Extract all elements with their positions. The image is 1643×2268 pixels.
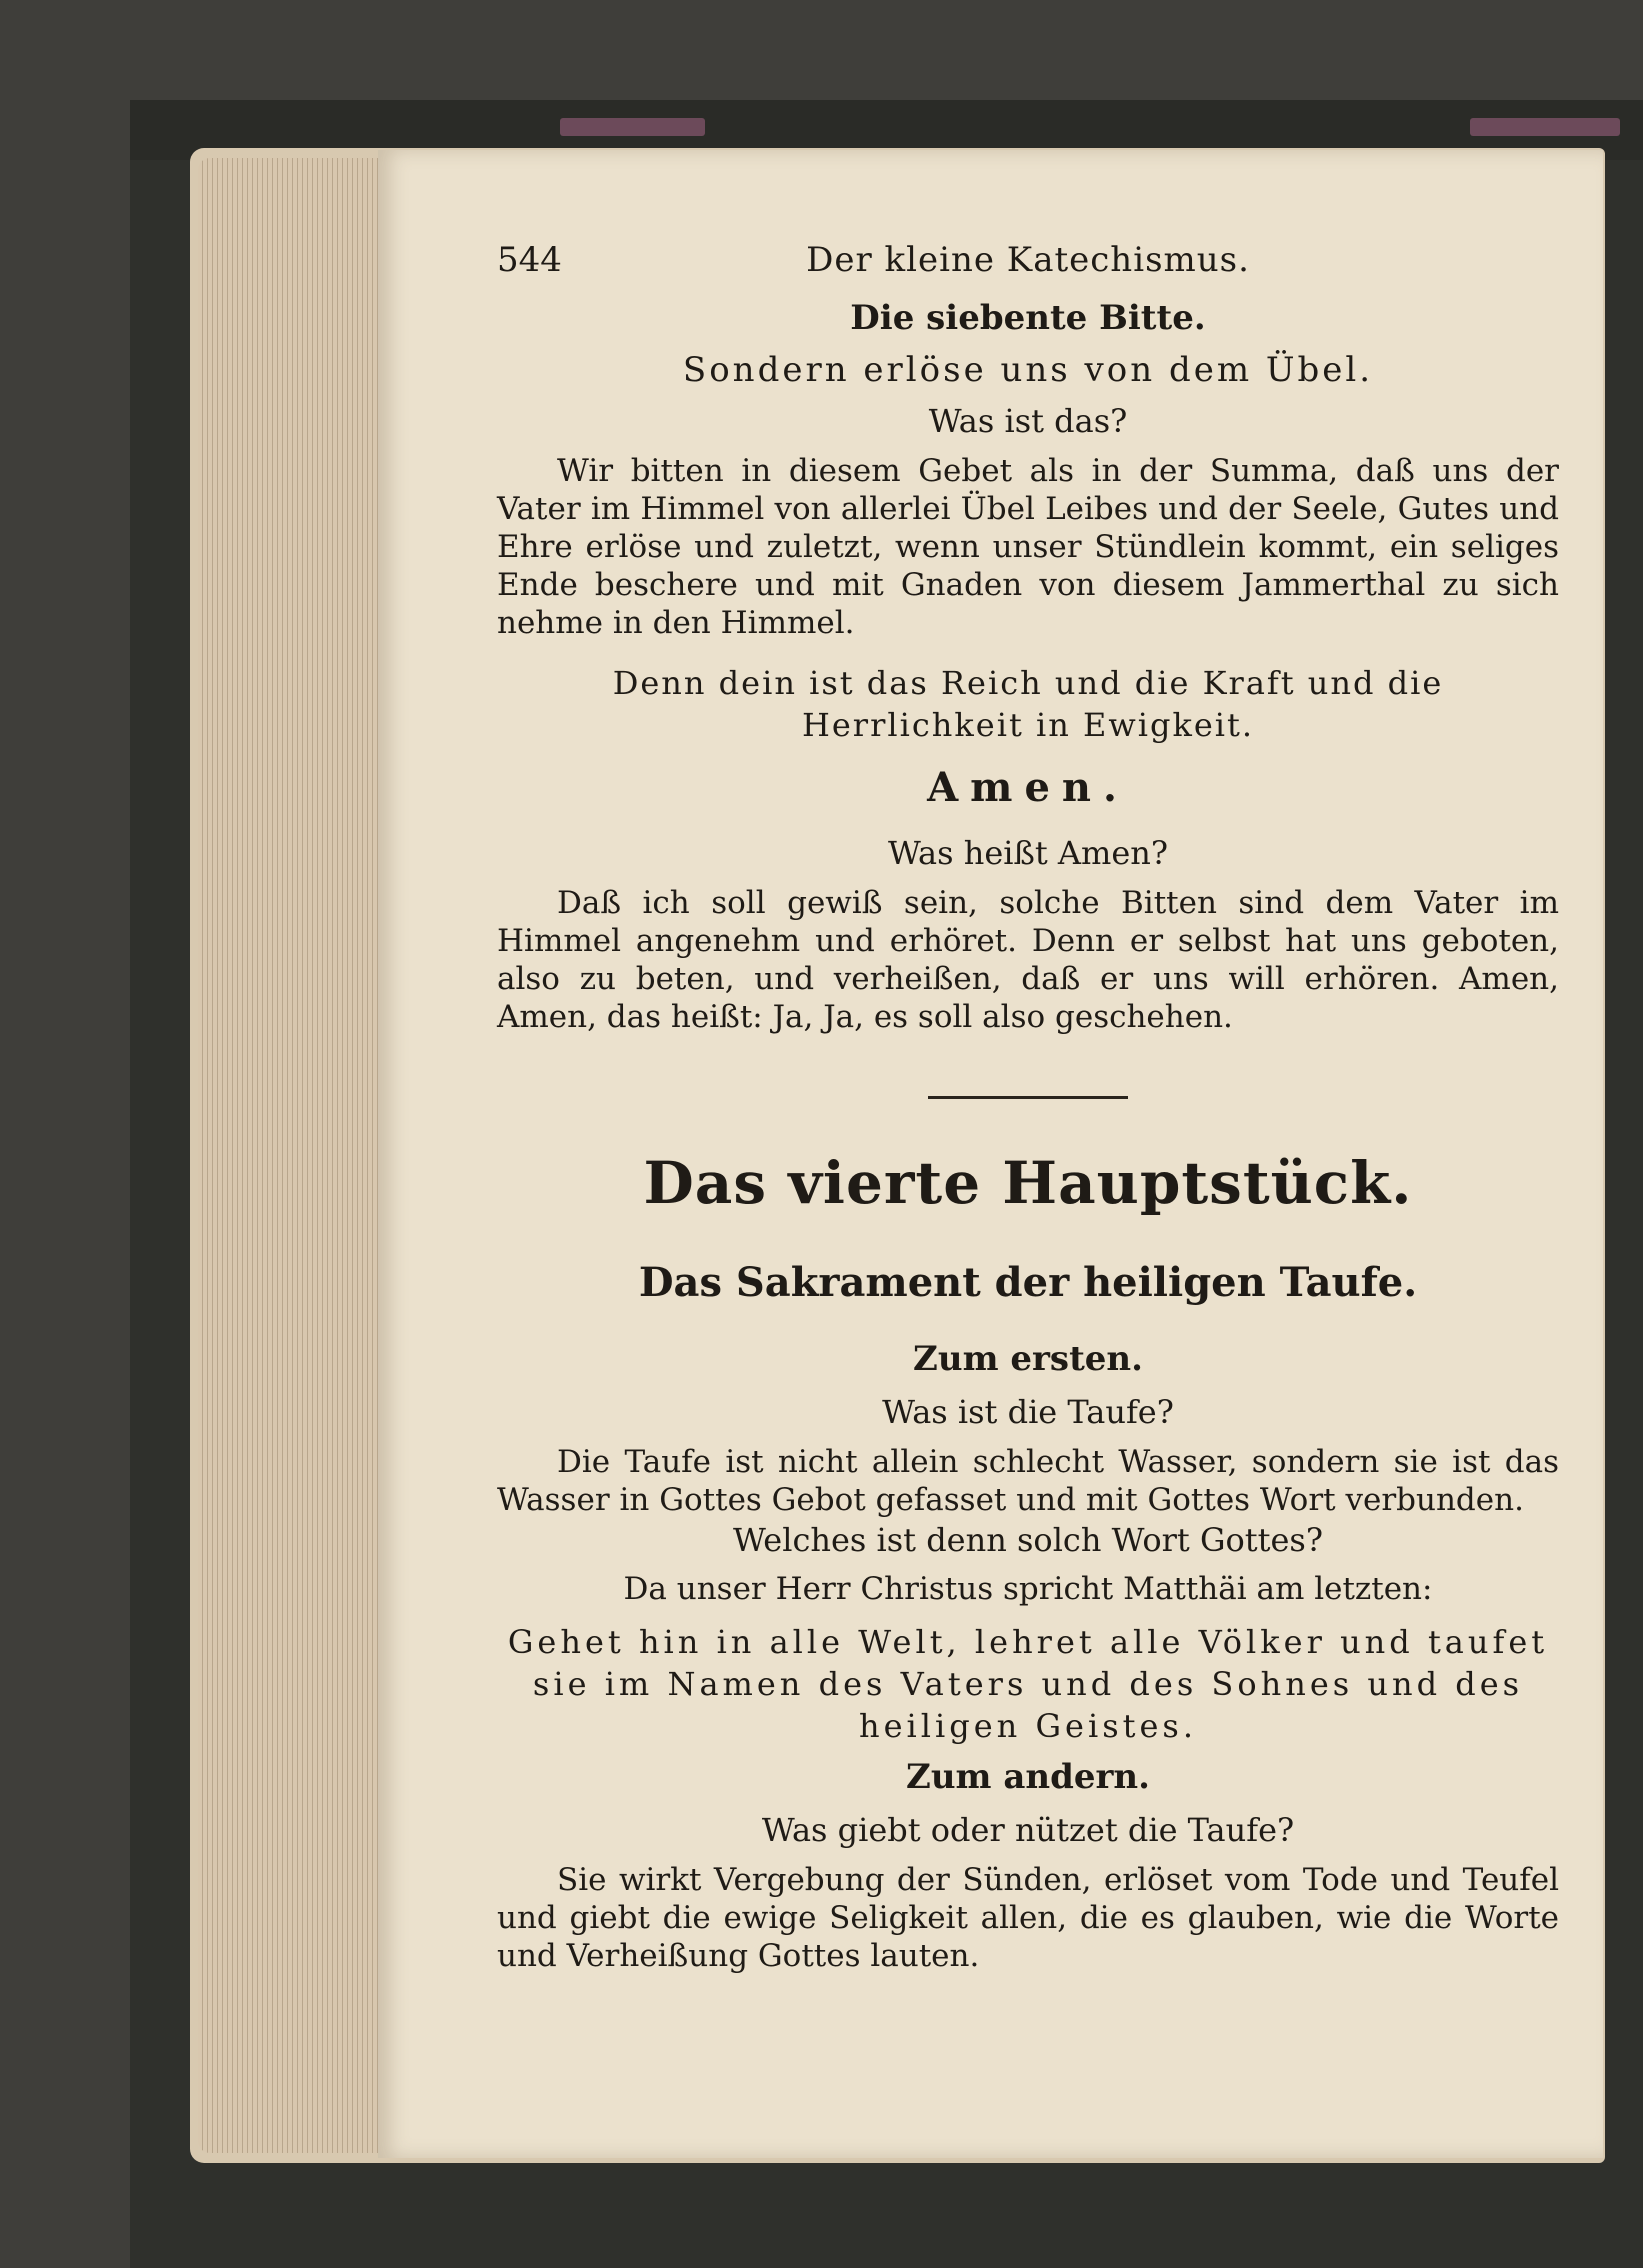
second-answer: Sie wirkt Vergebung der Sünden, erlöset vom Tode und Teufel und giebt die ewige Seligkeit allen, die es glauben, wie die Worte und Verheißung Gottes lauten.: [497, 1862, 1559, 1974]
amen-question: Was heißt Amen?: [887, 834, 1169, 872]
doxology: Denn dein ist das Reich und die Kraft und die Herrlichkeit in Ewigkeit.: [612, 664, 1444, 744]
seventh-petition-title: Die siebente Bitte.: [850, 298, 1206, 338]
second-question: Was giebt oder nützet die Taufe?: [761, 1811, 1295, 1849]
running-title: Der kleine Katechismus.: [806, 240, 1250, 280]
quote-intro: Da unser Herr Christus spricht Matthäi am letzten:: [623, 1571, 1433, 1607]
amen-answer: Daß ich soll gewiß sein, solche Bitten sind dem Vater im Himmel angenehm und erhöret. Denn er selbst hat uns geboten, also zu beten, und verheißen, daß er uns will erhören. Amen, Amen, das heißt: Ja, Ja, es soll also geschehen.: [497, 885, 1559, 1035]
seventh-petition-question: Was ist das?: [928, 402, 1128, 440]
page-number: 544: [497, 240, 562, 280]
page-edges: [198, 158, 378, 2153]
chapter-title: Das vierte Hauptstück.: [643, 1149, 1413, 1217]
bookmark-ribbon-right: [1470, 118, 1620, 136]
amen-title: Amen.: [927, 764, 1129, 811]
running-head: [497, 240, 1559, 296]
first-heading: Zum ersten.: [913, 1339, 1143, 1379]
first-question: Was ist die Taufe?: [882, 1393, 1174, 1431]
first-answer: Die Taufe ist nicht allein schlecht Wasser, sondern sie ist das Wasser in Gottes Gebot gefasset und mit Gottes Wort verbunden.: [497, 1444, 1559, 1518]
second-heading: Zum andern.: [906, 1757, 1150, 1797]
first-question-2: Welches ist denn solch Wort Gottes?: [732, 1521, 1323, 1559]
chapter-subtitle: Das Sakrament der heiligen Taufe.: [638, 1259, 1418, 1306]
seventh-petition-text: Sondern erlöse uns von dem Übel.: [682, 350, 1374, 390]
baptism-command-quote: Gehet hin in alle Welt, lehret alle Völker und taufet sie im Namen des Vaters und des Sohnes und des heiligen Geistes.: [507, 1623, 1549, 1745]
bookmark-ribbon: [560, 118, 705, 136]
section-divider: [928, 1096, 1128, 1099]
page-content: [497, 240, 1559, 1975]
seventh-petition-answer: Wir bitten in diesem Gebet als in der Summa, daß uns der Vater im Himmel von allerlei Übel Leibes und der Seele, Gutes und Ehre erlöse und zuletzt, wenn unser Stündlein kommt, ein seliges Ende beschere und mit Gnaden von diesem Jammerthal zu sich nehme in den Himmel.: [497, 453, 1559, 641]
